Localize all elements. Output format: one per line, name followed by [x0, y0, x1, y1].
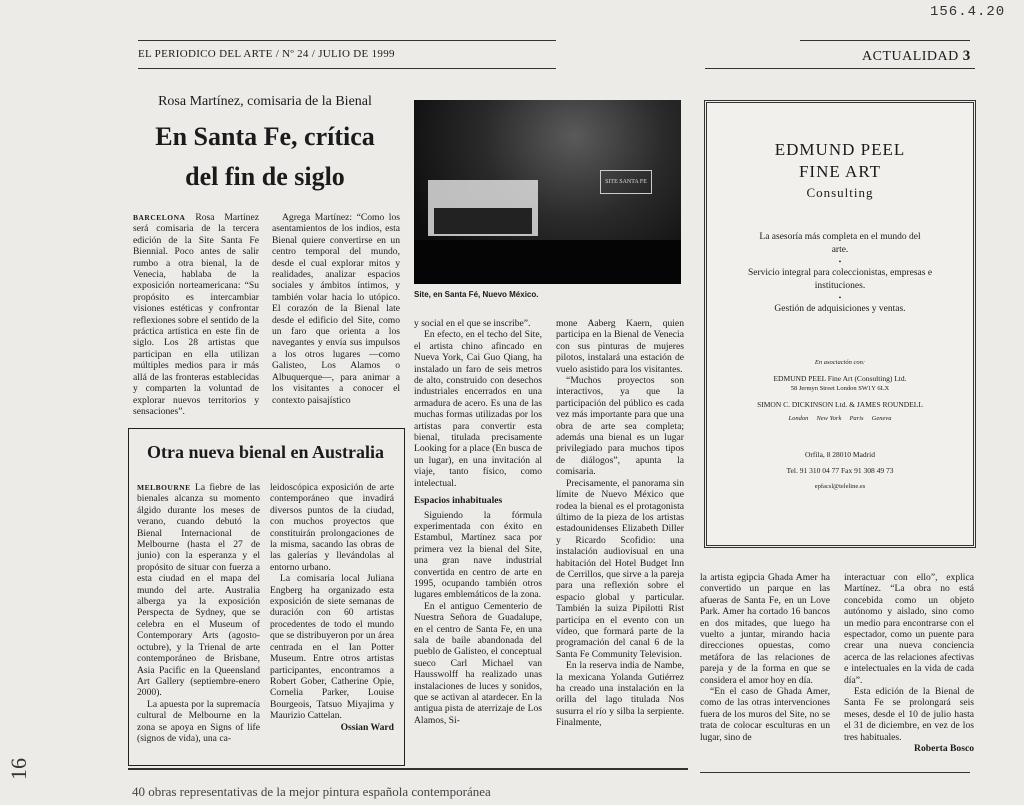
- ad-phone: Tel. 91 310 04 77 Fax 91 308 49 73: [786, 466, 894, 475]
- ad-address: Orfila, 8 28010 Madrid: [805, 450, 875, 459]
- author-signature: Roberta Bosco: [914, 743, 974, 755]
- edmund-peel-advertisement: [704, 100, 976, 548]
- ad-email: epfacsl@teleline.es: [814, 483, 866, 490]
- site-santa-fe-photo: [414, 100, 681, 284]
- paragraph: “Muchos proyectos son interactivos, ya que la participación del público es cada vez más importante para que una obra de arte sea completa; además una bienal es un lugar privilegiado para muchos tipos de diálogos”, apunta la comisaria.: [556, 375, 684, 478]
- footer-rule: [128, 768, 688, 770]
- article-headline-line2: del fin de siglo: [185, 162, 345, 191]
- paragraph: En el antiguo Cementerio de Nuestra Señora de Guadalupe, en el centro de Santa Fe, en una sala de baile abandonada del pueblo de Galisteo, el conceptual sueco Carl Michael van Hausswolff ha realizado unas instalaciones de luces y sonidos, que se activan al atardecer. En la antigua pista de aterrizaje de Los Alamos, Si-: [414, 600, 542, 726]
- ad-associate-1: EDMUND PEEL Fine Art (Consulting) Ltd.: [773, 374, 907, 383]
- main-article-column-1: [133, 212, 259, 417]
- main-article-column-4: [556, 318, 684, 729]
- ad-company-name-line2: FINE ART: [798, 162, 882, 181]
- dateline-city: BARCELONA: [133, 213, 186, 222]
- section-label: [862, 48, 971, 65]
- main-article-column-2: [272, 212, 400, 406]
- building-windows: [434, 208, 532, 234]
- paragraph: Agrega Martínez: “Como los asentamientos de los indios, esta Bienal quiere convertirse en un centro temporal del mundo, desde el cual explorar mitos y realidades, analizar espacios sociales y ámbitos íntimos, y también volar hacia lo utópico. El corazón de la Bienal late desde el edificio del Site, como un faro que orienta a los navegantes y envía sus impulsos a los otros lugares —como Galisteo, Los Alamos o Albuquerque—, para animar a los visitantes a conocer el contexto paisajístico: [272, 212, 400, 406]
- paragraph: leidoscópica exposición de arte contemporáneo que invadirá diversos puntos de la ciudad, con muchos proyectos que constituirán prolongaciones de la misma, sacando las obras de las galerías y llevándolas al entorno urbano.: [270, 482, 394, 573]
- ad-cities: London New York Paris Geneva: [788, 415, 892, 422]
- paragraph: la artista egipcia Ghada Amer ha convertido un parque en las afueras de Santa Fe, en un Love Park. Amer ha cortado 16 bancos en dos mitades, que luego ha vuelto a juntar, mirando hacia direcciones opuestas, como metáfora de las relaciones de pareja y de la forma en que se considera el amor hoy en día.: [700, 572, 830, 686]
- lead-text: La fiebre de las bienales alcanza su momento álgido durante los meses de verano, cuando debutó la Bienal Internacional de Melbourne (hasta el 27 de junio) con la esperanza y el propósito de situar con fuerza a esta ciudad en el mapa del mundo del arte. Australia alberga ya la exposición Perspecta de Sydney, que se celebra en el Museum of Contemporary Arts (agosto-octubre), y la Trienal de arte contemporáneo de Brisbane, Asia Pacific en la Queensland Art Gallery (septiembre-enero 2000).: [137, 482, 260, 699]
- section-subhead: Espacios inhabituales: [414, 495, 503, 507]
- handwritten-archive-number: 156.4.20: [930, 4, 1006, 20]
- ad-bullet: •: [838, 294, 842, 302]
- ad-service-1: La asesoría más completa en el mundo del arte.: [759, 232, 921, 255]
- australia-lead: [137, 482, 260, 699]
- header-bottom-rule-right: [705, 68, 975, 69]
- author-signature: Ossian Ward: [340, 721, 394, 733]
- paragraph: y social en el que se inscribe”.: [414, 318, 531, 329]
- ad-associate-2: SIMON C. DICKINSON Ltd. & JAMES ROUNDELL: [757, 400, 923, 409]
- paragraph: La comisaria local Juliana Engberg ha organizado esta exposición de siete semanas de duración con 60 artistas procedentes de todo el mundo que se distribuyeron por un área centrada en el Ian Potter Museum. Entre otros artistas participantes, encontramos a Robert Gober, Catherine Opie, Cornelia Parker, Louise Bourgeois, Tatsuo Miyajima y Maurizio Cattelan.: [270, 573, 394, 722]
- paragraph: Esta edición de la Bienal de Santa Fe se prolongará seis meses, desde el 10 de julio hasta el 31 de diciembre, en vez de los tres habituales.: [844, 686, 974, 743]
- article-headline-line1: En Santa Fe, crítica: [155, 122, 375, 151]
- ad-company-consulting: Consulting: [806, 185, 874, 200]
- ad-bullet: •: [838, 258, 842, 266]
- paragraph: “En el caso de Ghada Amer, como de las otras intervenciones fuera de los muros del Site, no se trata de colocar esculturas en un lugar, sino de: [700, 686, 830, 743]
- main-article-column-5: [700, 572, 830, 743]
- site-sign: SITE SANTA FE: [600, 170, 652, 194]
- paragraph: Precisamente, el panorama sin límite de Nuevo México que rodea la bienal es el protagonista último de la pieza de los artistas estadounidenses Elizabeth Diller y Ricardo Scofidio: una instalación audiovisual en una habitación del Hotel Budget Inn de Cerrillos, que sirve a la pareja para una reflexión sobre el espacio global y particular. También la suiza Pipilotti Rist participa en el evento con un vídeo, que formará parte de la programación del canal 6 de la Santa Fe Community Television.: [556, 477, 684, 660]
- ad-associate-1-address: 58 Jermyn Street London SW1Y 6LX: [790, 385, 890, 392]
- header-bottom-rule: [138, 68, 556, 69]
- paragraph: mone Aaberg Kaern, quien participa en la Bienal de Venecia con sus pinturas de mujeres pilotos, instalará una estación de vuelo asistido para los visitantes.: [556, 318, 684, 375]
- paragraph: Siguiendo la fórmula experimentada con éxito en Estambul, Martínez saca por primera vez la bienal del Site, una gran nave industrial convertida en centro de arte en 1995, ocupando también otros lugares emblemáticos de la zona.: [414, 509, 542, 601]
- main-article-column-6: [844, 572, 974, 755]
- header-top-rule-right: [800, 40, 970, 41]
- ad-company-name-line1: EDMUND PEEL: [774, 140, 906, 159]
- ad-association-label: En asociación con:: [814, 359, 866, 366]
- page-number: 3: [962, 48, 971, 64]
- paragraph: La apuesta por la supremacía cultural de Melbourne en la zona se apoya en Signs of life (signos de vida), una ca-: [137, 698, 260, 744]
- ad-service-3: Gestión de adquisiciones y ventas.: [774, 304, 906, 314]
- margin-handwritten-mark: 16: [6, 758, 31, 780]
- photo-caption: Site, en Santa Fé, Nuevo México.: [414, 290, 539, 299]
- next-article-teaser: 40 obras representativas de la mejor pintura española contemporánea: [132, 784, 491, 799]
- lead-text: Rosa Martínez será comisaria de la tercera edición de la Site Santa Fe Biennial. Poco antes de salir rumbo a otra bienal, la de Venecia, hablaba de la exposición norteamericana: “Su propósito es intercambiar visiones estéticas y confrontar reflexiones sobre el sentido de la práctica artística en este fin de siglo. Los 28 artistas que participan en ella utilizan múltiples medios para ir más allá de las fronteras establecidas y comparten la voluntad de explorar nuevos territorios y sensaciones”.: [133, 212, 260, 417]
- section-name: ACTUALIDAD: [862, 49, 959, 64]
- main-article-column-3: [414, 318, 542, 726]
- paragraph: En la reserva india de Nambe, la mexicana Yolanda Gutiérrez ha creado una instalación en la orilla del lago titulada Nos susurra el río y silba la serpiente. Finalmente,: [556, 660, 684, 729]
- ad-service-2: Servicio integral para coleccionistas, empresas e instituciones.: [747, 268, 933, 291]
- article-kicker: Rosa Martínez, comisaria de la Bienal: [158, 94, 372, 109]
- paragraph: En efecto, en el techo del Site, el artista chino afincado en Nueva York, Cai Guo Qiang, ha instalado un faro de seis metros de alto, construido con desechos industriales encerrados en una armadura de acero. Es una de las muchas formas utilizadas por los artistas para convertir esta bienal, titulada precisamente Looking for a place (En busca de un lugar), en una invitación al viaje, tanto físico, como intelectual.: [414, 329, 542, 489]
- australia-column-1: [137, 482, 260, 744]
- dateline-city: MELBOURNE: [137, 483, 191, 492]
- running-header-left: EL PERIODICO DEL ARTE / Nº 24 / JULIO DE 1999: [138, 48, 395, 60]
- australia-column-2: [270, 482, 394, 733]
- header-top-rule: [138, 40, 556, 41]
- paragraph: interactuar con ello”, explica Martínez. “La obra no está concebida como un objeto autónomo y aislado, sino como un medio para encontrarse con el espectador, como un puente para crear una nueva conciencia acerca de las relaciones afectivas e intelectuales en la vida de cada día”.: [844, 572, 974, 686]
- footer-rule-right: [700, 772, 970, 773]
- main-lead-paragraph: [133, 212, 259, 417]
- australia-headline: Otra nueva bienal en Australia: [146, 442, 384, 462]
- photo-ground: [414, 240, 681, 284]
